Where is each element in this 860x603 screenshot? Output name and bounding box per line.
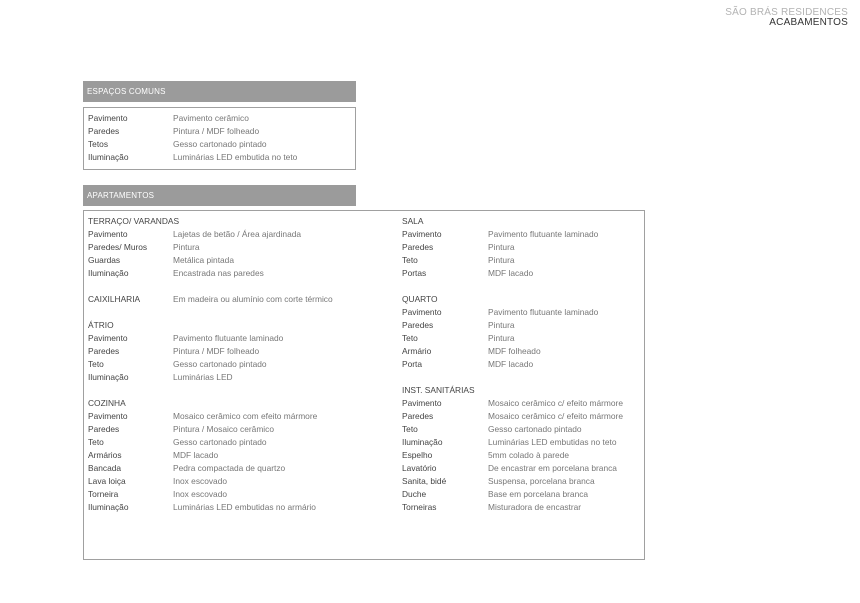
- caixilharia-row: [88, 293, 388, 306]
- spec-value: Pintura: [173, 242, 200, 252]
- spec-value: Pavimento flutuante laminado: [488, 307, 599, 317]
- spec-key: Tetos: [88, 139, 109, 149]
- spec-value: Em madeira ou alumínio com corte térmico: [173, 294, 333, 304]
- spec-key: Paredes: [88, 126, 120, 136]
- spec-key: Pavimento: [88, 333, 128, 343]
- spec-row: [88, 267, 388, 280]
- spec-row: [402, 410, 642, 423]
- spec-key: Bancada: [88, 463, 122, 473]
- spec-value: Gesso cartonado pintado: [173, 139, 267, 149]
- spec-key: Iluminação: [88, 502, 129, 512]
- apartamentos-left-column: [88, 215, 388, 514]
- spec-value: Pavimento flutuante laminado: [488, 229, 599, 239]
- spec-row: [402, 241, 642, 254]
- apartamentos-right-column: [402, 215, 642, 514]
- spec-key: Iluminação: [88, 268, 129, 278]
- spec-row: [88, 345, 388, 358]
- spec-row: [402, 436, 642, 449]
- spec-row: [88, 410, 388, 423]
- spec-value: Pintura / Mosaico cerâmico: [173, 424, 275, 434]
- spec-value: MDF lacado: [173, 450, 219, 460]
- spec-row: [402, 267, 642, 280]
- spec-row: [88, 228, 388, 241]
- spec-value: Pintura: [488, 242, 515, 252]
- spec-value: Inox escovado: [173, 476, 228, 486]
- spec-key: Iluminação: [88, 152, 129, 162]
- spec-row: [88, 475, 388, 488]
- spec-row: [88, 436, 388, 449]
- spec-value: Metálica pintada: [173, 255, 234, 265]
- spec-row: [88, 112, 352, 125]
- spec-value: Inox escovado: [173, 489, 228, 499]
- spec-row: [88, 488, 388, 501]
- spec-row: [402, 306, 642, 319]
- espacos-comuns-list: [88, 112, 352, 164]
- spec-value: MDF folheado: [488, 346, 541, 356]
- spec-value: Pavimento cerâmico: [173, 113, 249, 123]
- spec-row: [402, 462, 642, 475]
- spec-key: Armários: [88, 450, 122, 460]
- spec-key: Pavimento: [88, 229, 128, 239]
- spec-row: [402, 254, 642, 267]
- section-bar-apartamentos: APARTAMENTOS: [83, 185, 356, 206]
- spec-row: [88, 241, 388, 254]
- spec-key: Paredes: [402, 320, 434, 330]
- spec-row: [88, 332, 388, 345]
- section-title-atrio: ÁTRIO: [88, 320, 114, 330]
- spec-key: Teto: [402, 333, 418, 343]
- spec-row: [88, 358, 388, 371]
- spec-row: [402, 475, 642, 488]
- spec-row: [88, 125, 352, 138]
- spec-row: [402, 332, 642, 345]
- spec-key: Pavimento: [402, 398, 442, 408]
- spec-row: [88, 423, 388, 436]
- spec-row: [88, 151, 352, 164]
- spec-value: Luminárias LED: [173, 372, 233, 382]
- spec-value: Encastrada nas paredes: [173, 268, 264, 278]
- spec-row: [88, 138, 352, 151]
- spec-value: Gesso cartonado pintado: [488, 424, 582, 434]
- spec-value: Suspensa, porcelana branca: [488, 476, 595, 486]
- spec-row: [402, 488, 642, 501]
- spec-key: Paredes: [402, 411, 434, 421]
- spec-value: Luminárias LED embutidas no armário: [173, 502, 316, 512]
- spec-key: Lava loiça: [88, 476, 126, 486]
- spec-row: [402, 501, 642, 514]
- spec-key: Pavimento: [88, 113, 128, 123]
- spec-value: Pintura / MDF folheado: [173, 126, 260, 136]
- spec-key: Pavimento: [88, 411, 128, 421]
- project-name: SÃO BRÁS RESIDENCES: [725, 7, 848, 18]
- spec-value: Pedra compactada de quartzo: [173, 463, 286, 473]
- spec-row: [402, 228, 642, 241]
- spec-value: Pintura: [488, 333, 515, 343]
- spec-value: Pintura: [488, 255, 515, 265]
- spec-key: Guardas: [88, 255, 121, 265]
- section-title-inst-sanitarias: INST. SANITÁRIAS: [402, 385, 475, 395]
- spec-row: [402, 449, 642, 462]
- espacos-comuns-box: [83, 107, 356, 170]
- spec-value: 5mm colado à parede: [488, 450, 570, 460]
- spec-row: [88, 449, 388, 462]
- spec-key: Teto: [402, 255, 418, 265]
- spec-key: Porta: [402, 359, 423, 369]
- spec-key: Iluminação: [402, 437, 443, 447]
- spec-value: Mosaico cerâmico c/ efeito mármore: [488, 398, 623, 408]
- spec-value: MDF lacado: [488, 268, 534, 278]
- spec-key: Paredes: [88, 424, 120, 434]
- spec-key: Sanita, bidé: [402, 476, 447, 486]
- spec-key: Portas: [402, 268, 427, 278]
- spec-key: Teto: [88, 359, 104, 369]
- spec-key: Torneira: [88, 489, 119, 499]
- spec-value: Base em porcelana branca: [488, 489, 589, 499]
- spec-key: Teto: [402, 424, 418, 434]
- spec-key: Pavimento: [402, 229, 442, 239]
- spec-row: [402, 358, 642, 371]
- spec-row: [88, 501, 388, 514]
- page-title: ACABAMENTOS: [769, 17, 848, 28]
- spec-value: Pintura: [488, 320, 515, 330]
- spec-value: Pavimento flutuante laminado: [173, 333, 284, 343]
- spec-value: Mosaico cerâmico com efeito mármore: [173, 411, 318, 421]
- spec-key: Iluminação: [88, 372, 129, 382]
- spec-row: [88, 462, 388, 475]
- spec-value: Luminárias LED embutida no teto: [173, 152, 298, 162]
- spec-key: Armário: [402, 346, 432, 356]
- spec-row: [88, 254, 388, 267]
- spec-value: Gesso cartonado pintado: [173, 359, 267, 369]
- spec-key: Lavatório: [402, 463, 437, 473]
- spec-value: Mosaico cerâmico c/ efeito mármore: [488, 411, 623, 421]
- section-title-caixilharia: CAIXILHARIA: [88, 294, 141, 304]
- spec-key: Duche: [402, 489, 427, 499]
- spec-row: [402, 319, 642, 332]
- section-bar-espacos-comuns: ESPAÇOS COMUNS: [83, 81, 356, 102]
- spec-key: Torneiras: [402, 502, 437, 512]
- apartamentos-box: [83, 210, 645, 560]
- section-title-cozinha: COZINHA: [88, 398, 126, 408]
- section-title-quarto: QUARTO: [402, 294, 438, 304]
- spec-value: Lajetas de betão / Área ajardinada: [173, 229, 302, 239]
- page-header: [725, 8, 848, 28]
- spec-row: [402, 397, 642, 410]
- spec-key: Paredes: [402, 242, 434, 252]
- spec-key: Pavimento: [402, 307, 442, 317]
- spec-value: Misturadora de encastrar: [488, 502, 582, 512]
- section-title-terraco: TERRAÇO/ VARANDAS: [88, 216, 180, 226]
- spec-row: [88, 371, 388, 384]
- spec-value: Gesso cartonado pintado: [173, 437, 267, 447]
- spec-value: MDF lacado: [488, 359, 534, 369]
- section-title-sala: SALA: [402, 216, 424, 226]
- spec-key: Paredes: [88, 346, 120, 356]
- spec-key: Espelho: [402, 450, 433, 460]
- spec-row: [402, 345, 642, 358]
- spec-value: De encastrar em porcelana branca: [488, 463, 617, 473]
- spec-row: [402, 423, 642, 436]
- spec-value: Pintura / MDF folheado: [173, 346, 260, 356]
- spec-key: Paredes/ Muros: [88, 242, 148, 252]
- spec-key: Teto: [88, 437, 104, 447]
- spec-value: Luminárias LED embutidas no teto: [488, 437, 617, 447]
